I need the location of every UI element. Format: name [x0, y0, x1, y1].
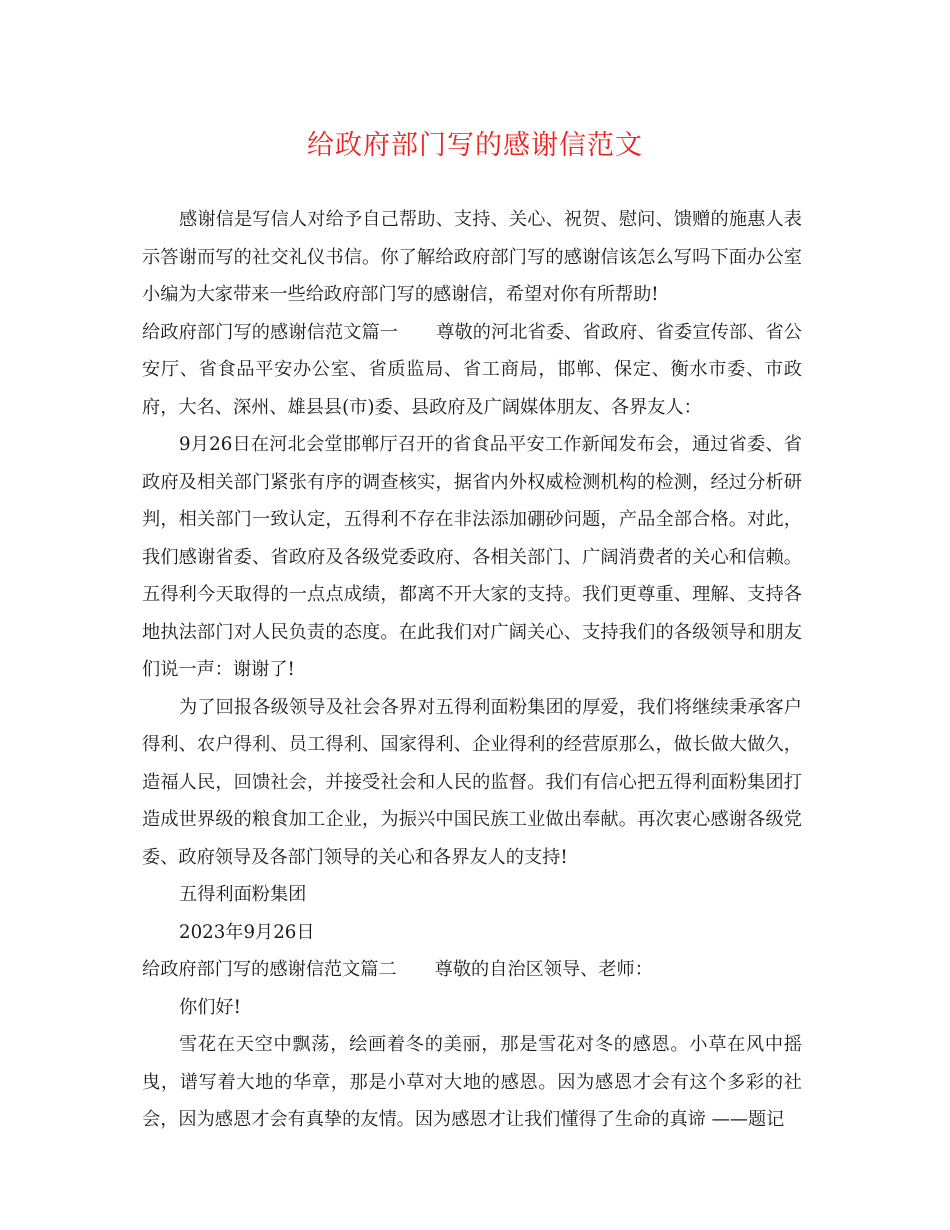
- section1-date: 2023年9月26日: [179, 921, 315, 943]
- section1-heading-line: [142, 314, 802, 427]
- section2-heading: 给政府部门写的感谢信范文篇二: [142, 959, 397, 980]
- section2-paragraph: 雪花在天空中飘荡，绘画着冬的美丽，那是雪花对冬的感恩。小草在风中摇曳，谱写着大地的华章，那是小草对大地的感恩。因为感恩才会有这个多彩的社会，因为感恩才会有真挚的友情。因为感恩才让我们懂得了生命的真谛 ——题记: [142, 1034, 802, 1130]
- section1-signature: 五得利面粉集团: [179, 884, 307, 905]
- section2-salutation: 尊敬的自治区领导、老师：: [434, 959, 653, 980]
- section2-heading-line: [142, 951, 802, 989]
- section1-paragraph-1: 9月26日在河北会堂邯郸厅召开的省食品平安工作新闻发布会，通过省委、省政府及相关部门紧张有序的调查核实，据省内外权威检测机构的检测，经过分析研判，相关部门一致认定，五得利不存在非法添加硼砂问题，产品全部合格。对此，我们感谢省委、省政府及各级党委政府、各相关部门、广阔消费者的关心和信赖。五得利今天取得的一点点成绩，都离不开大家的支持。我们更尊重、理解、支持各地执法部门对人民负责的态度。在此我们对广阔关心、支持我们的各级领导和朋友们说一声：谢谢了!: [142, 434, 802, 680]
- section1-heading: 给政府部门写的感谢信范文篇一: [142, 321, 399, 343]
- section1-salutation: 尊敬的河北省委、省政府、省委宣传部、省公安厅、省食品平安办公室、省质监局、省工商局，邯郸、保定、衡水市委、市政府，大名、深州、雄县县(市)委、县政府及广阔媒体朋友、各界友人：: [142, 321, 802, 418]
- document-title: 给政府部门写的感谢信范文: [307, 130, 643, 161]
- section2-greeting: 你们好!: [179, 996, 241, 1018]
- intro-paragraph: 感谢信是写信人对给予自己帮助、支持、关心、祝贺、慰问、馈赠的施惠人表示答谢而写的社交礼仪书信。你了解给政府部门写的感谢信该怎么写吗下面办公室小编为大家带来一些给政府部门写的感谢信，希望对你有所帮助!: [142, 209, 802, 305]
- section1-paragraph-2: 为了回报各级领导及社会各界对五得利面粉集团的厚爱，我们将继续秉承客户得利、农户得利、员工得利、国家得利、企业得利的经营原那么，做长做大做久，造福人民，回馈社会，并接受社会和人民的监督。我们有信心把五得利面粉集团打造成世界级的粮食加工企业，为振兴中国民族工业做出奉献。再次衷心感谢各级党委、政府领导及各部门领导的关心和各界友人的支持!: [142, 696, 802, 868]
- document-body: [142, 201, 802, 1139]
